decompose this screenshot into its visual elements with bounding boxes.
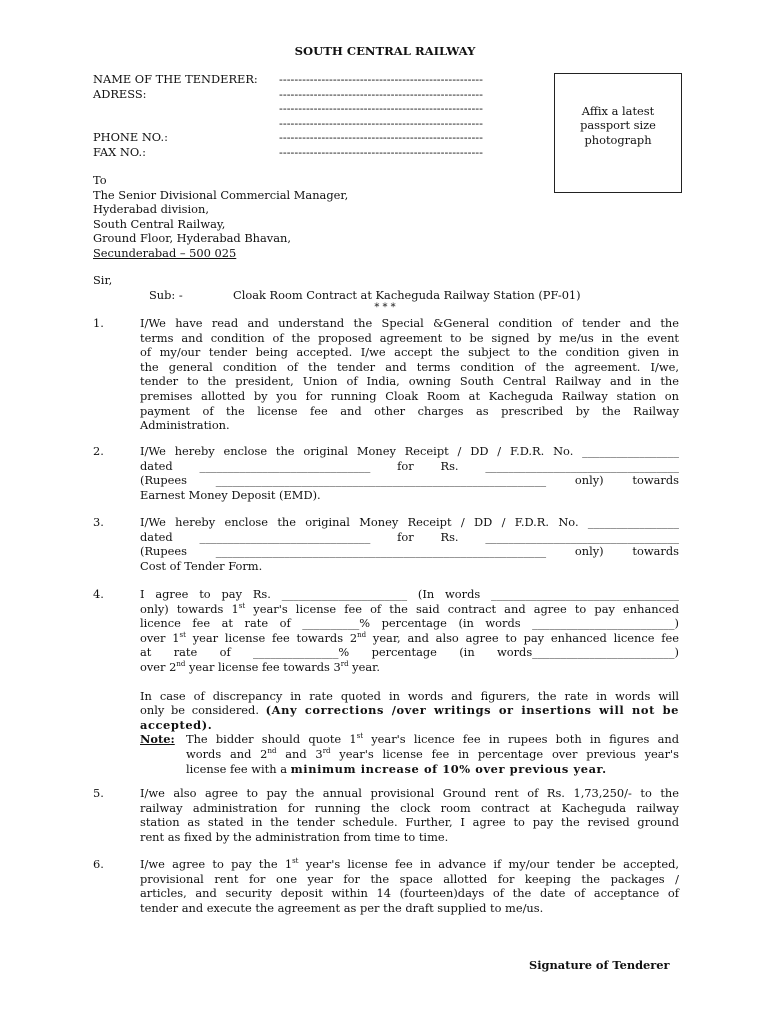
clause-number: 3. (93, 515, 104, 529)
note-line: words and 2nd and 3rd year's license fee in percentage over previous year's (186, 746, 679, 761)
clause-line: railway administration for running the clock room contract at Kacheguda railway (140, 800, 679, 815)
address-row-3 (93, 116, 553, 131)
clause-line: Earnest Money Deposit (EMD). (140, 487, 321, 502)
clause-line: I agree to pay Rs. ______________________ (In words _________________________________ (140, 587, 679, 601)
photo-box-line: passport size (580, 118, 656, 133)
document-title: SOUTH CENTRAL RAILWAY (294, 44, 476, 58)
recipient-address (93, 173, 593, 261)
clause-line: I/We hereby enclose the original Money Receipt / DD / F.D.R. No. _________________ (140, 444, 679, 458)
phone-label: PHONE NO.: (93, 130, 168, 145)
clause-line: terms and condition of the proposed agreement to be signed by me/us in the event (140, 330, 679, 345)
clause-line: (Rupees __________________________________________________________ only) towards (140, 473, 679, 488)
clause-line: only be considered. (Any corrections /over writings or insertions will not be (140, 703, 680, 718)
fax-blank: ----------------------------------------------------- (279, 144, 483, 159)
address-label: ADRESS: (93, 86, 147, 101)
name-label: NAME OF THE TENDERER: (93, 72, 258, 86)
fax-row (93, 145, 553, 160)
address-line: The Senior Divisional Commercial Manager, (93, 187, 349, 202)
clause-line: articles, and security deposit within 14 (fourteen)days of the date of acceptance of (140, 886, 679, 901)
subject-separator: * * * (374, 302, 396, 313)
note-label: Note: (140, 732, 175, 747)
clause-line: at rate of _______________% percentage (in words_________________________) (140, 645, 679, 660)
note-line: The bidder should quote 1st year's licence fee in rupees both in figures and (186, 732, 679, 747)
clause-line: I/we agree to pay the 1st year's license fee in advance if my/our tender be accepted, (140, 857, 679, 871)
address-row-2 (93, 101, 553, 116)
clause-line: I/we also agree to pay the annual provisional Ground rent of Rs. 1,73,250/- to the (140, 786, 679, 800)
tenderer-details (93, 72, 553, 160)
address-line: To (93, 173, 107, 187)
address-line: Hyderabad division, (93, 202, 209, 217)
clause-6 (93, 857, 679, 915)
clause-5 (93, 786, 679, 844)
clause-line: tender to the president, Union of India, owning South Central Railway and in the (140, 374, 679, 389)
clause-line: licence fee at rate of __________% percentage (in words _________________________) (140, 616, 679, 631)
fax-label: FAX NO.: (93, 144, 146, 159)
salutation: Sir, (93, 273, 113, 287)
phone-blank: ----------------------------------------------------- (279, 130, 483, 145)
clause-line: (Rupees __________________________________________________________ only) towards (140, 544, 679, 559)
photo-box-line: photograph (584, 132, 652, 147)
subject-label: Sub: - (149, 288, 183, 302)
address-blank-2: ----------------------------------------------------- (279, 101, 483, 116)
clause-line: dated ______________________________ for Rs. __________________________________ (140, 458, 679, 473)
clause-number: 4. (93, 587, 104, 601)
address-blank-3: ----------------------------------------------------- (279, 115, 483, 130)
clause-line: I/We have read and understand the Special &General condition of tender and the (140, 316, 679, 330)
clause-line: premises allotted by you for running Cloak Room at Kacheguda Railway station on (140, 388, 679, 403)
clause-line: tender and execute the agreement as per the draft supplied to me/us. (140, 900, 544, 915)
clause-line: I/We hereby enclose the original Money Receipt / DD / F.D.R. No. ________________ (140, 515, 679, 529)
clause-line: the general condition of the tender and terms condition of the agreement. I/we, (140, 359, 679, 374)
address-pin-line: Secunderabad – 500 025 (93, 245, 237, 260)
clause-line: Cost of Tender Form. (140, 558, 263, 573)
clause-line: In case of discrepancy in rate quoted in words and figurers, the rate in words will (140, 688, 679, 703)
clause-number: 6. (93, 857, 104, 871)
subject-text: Cloak Room Contract at Kacheguda Railway Station (PF-01) (233, 288, 581, 302)
clause-line: Administration. (140, 418, 230, 433)
clause-line: rent as fixed by the administration from time to time. (140, 829, 449, 844)
clause-line: provisional rent for one year for the space allotted for keeping the packages / (140, 871, 679, 886)
address-blank-1: ----------------------------------------------------- (279, 86, 483, 101)
clause-line: of my/our tender being accepted. I/we accept the subject to the condition given in (140, 345, 679, 360)
phone-row (93, 130, 553, 145)
note-line: license fee with a minimum increase of 10% over previous year. (186, 761, 607, 776)
clause-line: over 1st year license fee towards 2nd year, and also agree to pay enhanced licence fee (140, 630, 679, 645)
signature-label: Signature of Tenderer (529, 958, 670, 972)
clause-line: station as stated in the tender schedule. Further, I agree to pay the revised ground (140, 815, 679, 830)
clause-line: over 2nd year license fee towards 3rd year. (140, 659, 380, 674)
name-row (93, 72, 553, 87)
clause-1 (93, 316, 679, 433)
clause-3 (93, 515, 679, 573)
clause-line: only) towards 1st year's license fee of the said contract and agree to pay enhanced (140, 601, 679, 616)
address-line: Ground Floor, Hyderabad Bhavan, (93, 231, 291, 246)
address-row (93, 87, 553, 102)
note-block (140, 732, 679, 776)
clause-number: 1. (93, 316, 104, 330)
clause-number: 5. (93, 786, 104, 800)
address-line: South Central Railway, (93, 216, 226, 231)
clause-line: dated ______________________________ for Rs. __________________________________ (140, 529, 679, 544)
clause-number: 2. (93, 444, 104, 458)
clause-4 (93, 587, 679, 776)
clause-line: accepted). (140, 717, 213, 732)
clause-line: payment of the license fee and other charges as prescribed by the Railway (140, 403, 679, 418)
photo-box-line: Affix a latest (581, 104, 655, 118)
name-blank: ----------------------------------------------------- (279, 72, 483, 86)
clause-2 (93, 444, 679, 502)
